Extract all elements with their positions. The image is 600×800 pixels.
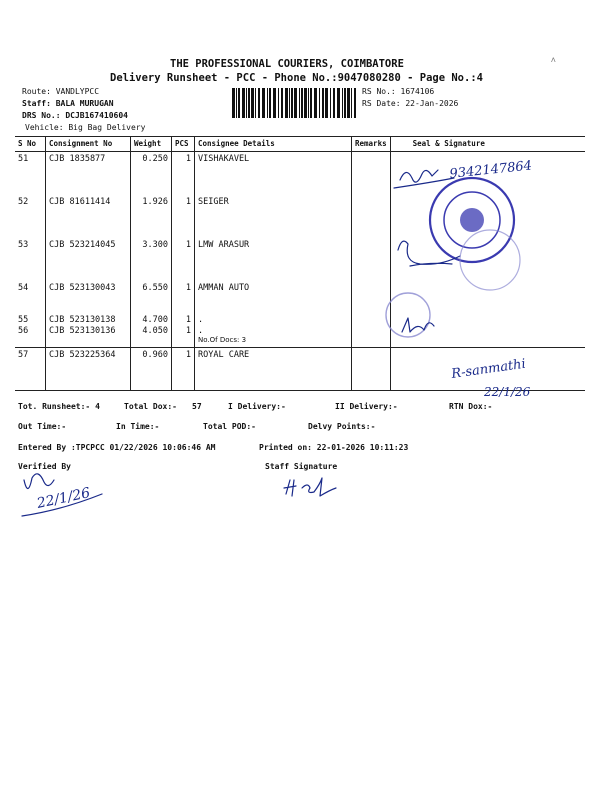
barcode-bar xyxy=(262,88,265,118)
barcode-bar xyxy=(322,88,324,118)
cell-pcs: 1 xyxy=(172,195,195,238)
barcode-bar xyxy=(337,88,340,118)
tot-runsheet: Tot. Runsheet:- 4 xyxy=(18,402,100,411)
cell-weight: 6.550 xyxy=(131,281,172,315)
barcode-bar xyxy=(310,88,312,118)
col-consignee: Consignee Details xyxy=(195,137,352,152)
vehicle: Vehicle: Big Bag Delivery xyxy=(25,123,146,132)
cell-cno: CJB 523214045 xyxy=(46,238,131,281)
barcode-bar xyxy=(301,88,303,118)
ii-delivery: II Delivery:- xyxy=(335,402,398,411)
staff-scribble xyxy=(284,478,336,496)
cell-weight: 1.926 xyxy=(131,195,172,238)
barcode-bar xyxy=(308,88,309,118)
barcode-bar xyxy=(267,88,268,118)
delvy-points: Delvy Points:- xyxy=(308,422,376,431)
cell-weight: 0.250 xyxy=(131,152,172,195)
cell-cno: CJB 1835877 xyxy=(46,152,131,195)
verified-date: 22/1/26 xyxy=(35,485,92,512)
verified-scribble xyxy=(24,474,54,489)
cell-consignee xyxy=(195,326,352,348)
cell-consignee: VISHAKAVEL xyxy=(195,152,352,195)
col-seal: Seal & Signature xyxy=(390,137,585,152)
faint-stamp-2 xyxy=(460,230,520,290)
col-sno: S No xyxy=(15,137,46,152)
cell-pcs: 1 xyxy=(172,238,195,281)
cell-sno: 55 xyxy=(18,314,29,325)
staff: Staff: BALA MURUGAN xyxy=(22,99,114,108)
cell-cno: CJB 523130136 xyxy=(46,326,131,348)
barcode-bar xyxy=(347,88,350,118)
verified-signature xyxy=(14,470,124,525)
cell-cno: CJB 81611414 xyxy=(46,195,131,238)
barcode-bar xyxy=(255,88,256,118)
barcode-bar xyxy=(354,88,356,118)
barcode-bar xyxy=(258,88,260,118)
signature-57: R-sanmathi xyxy=(450,356,527,382)
signature-53 xyxy=(398,241,460,266)
cell-sno: 54 xyxy=(18,282,29,293)
barcode-bar xyxy=(236,88,237,118)
total-pod: Total POD:- xyxy=(203,422,256,431)
barcode-bar xyxy=(294,88,297,118)
runsheet-subtitle: Delivery Runsheet - PCC - Phone No.:9047080280 - Page No.:4 xyxy=(110,72,483,84)
consignee-dot: . xyxy=(198,325,204,336)
col-remarks: Remarks xyxy=(352,137,391,152)
rs-number: RS No.: 1674106 xyxy=(362,87,435,96)
cell-sno: 53 xyxy=(18,239,29,250)
no-of-docs: No.Of Docs: 3 xyxy=(198,335,247,344)
total-dox-label: Total Dox:- xyxy=(124,402,177,411)
cell-cno: CJB 523225364 xyxy=(46,348,131,391)
col-pcs: PCS xyxy=(172,137,195,152)
printed-on: Printed on: 22-01-2026 10:11:23 xyxy=(259,443,409,452)
barcode-bar xyxy=(351,88,352,118)
barcode-bar xyxy=(238,88,240,118)
cell-pcs: 1 xyxy=(172,152,195,195)
barcode-bar xyxy=(269,88,271,118)
barcode-bar xyxy=(242,88,245,118)
col-consignment: Consignment No xyxy=(46,137,131,152)
cell-sno: 52 xyxy=(18,196,29,207)
cell-pcs: 1 xyxy=(172,348,195,391)
cell-pcs: 1 xyxy=(172,315,195,326)
barcode xyxy=(232,88,357,118)
out-time: Out Time:- xyxy=(18,422,67,431)
cell-cno: CJB 523130043 xyxy=(46,281,131,315)
barcode-bar xyxy=(285,88,288,118)
barcode-bar xyxy=(344,88,346,118)
cell-weight: 0.960 xyxy=(131,348,172,391)
cell-consignee: LMW ARASUR xyxy=(195,238,352,281)
i-delivery: I Delivery:- xyxy=(228,402,286,411)
cell-consignee: SEIGER xyxy=(195,195,352,238)
route: Route: VANDLYPCC xyxy=(22,87,100,96)
cell-pcs: 1 xyxy=(172,281,195,315)
cell-consignee: ROYAL CARE xyxy=(195,348,352,391)
company-title: THE PROFESSIONAL COURIERS, COIMBATORE xyxy=(170,58,404,70)
drs-number: DRS No.: DCJB167410604 xyxy=(22,111,128,120)
cell-cno: CJB 523130138 xyxy=(46,315,131,326)
rs-date: RS Date: 22-Jan-2026 xyxy=(362,99,459,108)
company-stamp xyxy=(430,178,514,262)
barcode-bar xyxy=(248,88,250,118)
cell-sno: 56 xyxy=(18,325,29,336)
cell-weight: 4.700 xyxy=(131,315,172,326)
in-time: In Time:- xyxy=(116,422,160,431)
barcode-bar xyxy=(333,88,335,118)
barcode-bar xyxy=(330,88,331,118)
page-mark: ˄ xyxy=(550,56,556,66)
barcode-bar xyxy=(325,88,328,118)
barcode-bar xyxy=(251,88,254,118)
barcode-bar xyxy=(232,88,235,118)
cell-sno: 51 xyxy=(18,154,29,164)
col-weight: Weight xyxy=(131,137,172,152)
entered-by: Entered By :TPCPCC 01/22/2026 10:06:46 AM xyxy=(18,443,216,452)
cell-consignee: AMMAN AUTO xyxy=(195,281,352,315)
verified-by: Verified By xyxy=(18,462,71,471)
barcode-bar xyxy=(289,88,290,118)
barcode-bar xyxy=(319,88,320,118)
seal-signatures xyxy=(380,150,580,400)
staff-signature-label: Staff Signature xyxy=(265,462,338,471)
handwritten-phone: 9342147864 xyxy=(448,158,533,182)
signature-57-date: 22/1/26 xyxy=(484,385,531,399)
cell-pcs: 1 xyxy=(172,326,195,348)
cell-consignee: . xyxy=(195,315,352,326)
barcode-bar xyxy=(273,88,276,118)
signature-51 xyxy=(394,170,454,188)
staff-signature xyxy=(280,474,350,502)
rtn-dox: RTN Dox:- xyxy=(449,402,493,411)
barcode-bar xyxy=(304,88,307,118)
total-dox-value: 57 xyxy=(192,402,202,411)
barcode-bar xyxy=(314,88,317,118)
barcode-bar xyxy=(291,88,293,118)
cell-weight: 3.300 xyxy=(131,238,172,281)
barcode-bar xyxy=(281,88,283,118)
barcode-bar xyxy=(342,88,343,118)
cell-weight: 4.050 xyxy=(131,326,172,348)
cell-sno: 57 xyxy=(15,348,46,391)
barcode-bar xyxy=(299,88,300,118)
barcode-bar xyxy=(246,88,247,118)
faint-stamp xyxy=(386,293,430,337)
barcode-bar xyxy=(278,88,279,118)
